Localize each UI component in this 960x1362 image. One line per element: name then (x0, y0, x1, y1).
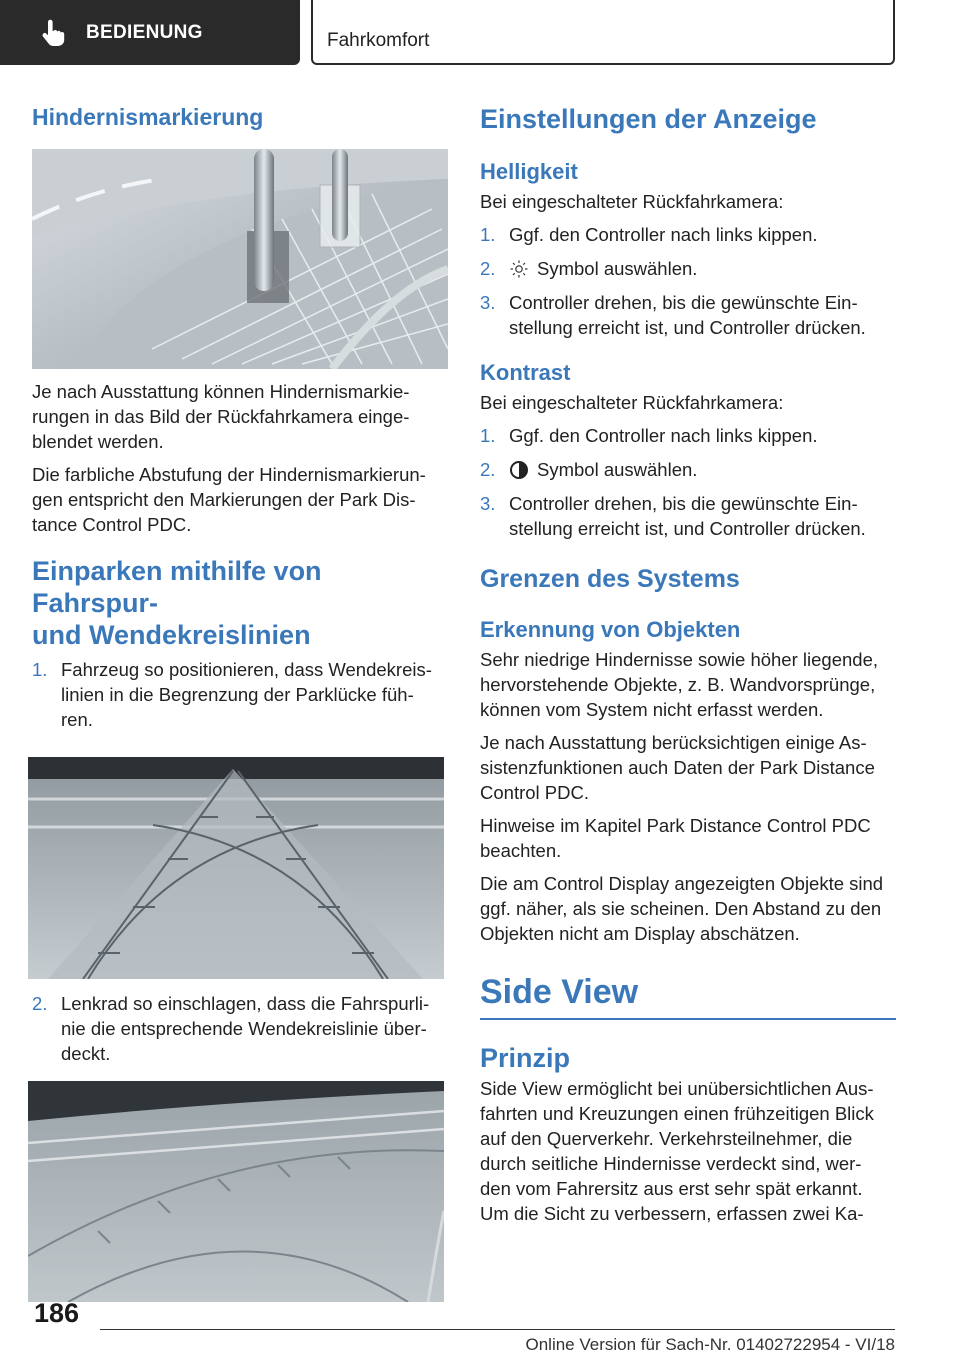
detection-paragraph-3: Hinweise im Kapitel Park Distance Control PDC beachten. (480, 815, 871, 861)
sun-icon (509, 259, 529, 279)
online-version-note: Online Version für Sach-Nr. 01402722954 - VI/18 (525, 1335, 895, 1354)
contrast-icon (509, 460, 529, 480)
hand-pointer-icon (40, 19, 66, 47)
list-item: 2. Lenkrad so einschlagen, dass die Fahrspurli- nie die entsprechende Wendekreislinie über- deckt. (32, 993, 430, 1064)
list-item: 3. Controller drehen, bis die gewünschte Ein- stellung erreicht ist, und Controller drücken. (480, 493, 866, 539)
list-item: 1. Fahrzeug so positionieren, dass Wendekreis- linien in die Begrenzung der Parklücke füh- ren. (32, 659, 432, 730)
list-item: 3. Controller drehen, bis die gewünschte Ein- stellung erreicht ist, und Controller drücken. (480, 292, 866, 338)
section-label: BEDIENUNG (86, 21, 203, 43)
heading-side-view: Side View (480, 973, 639, 1011)
list-item: 1. Ggf. den Controller nach links kippen. (480, 425, 818, 446)
detection-paragraph-1: Sehr niedrige Hindernisse sowie höher liegende, hervorstehende Objekte, z. B. Wandvorsprünge, können vom System nicht erfasst werden. (480, 649, 878, 720)
heading-parking-lines: Einparken mithilfe von Fahrspur- und Wendekreislinien (32, 556, 322, 650)
brightness-steps (480, 222, 896, 340)
brightness-intro: Bei eingeschalteter Rückfahrkamera: (480, 191, 784, 212)
obstacle-paragraph-1: Je nach Ausstattung können Hindernismarkie- rungen in das Bild der Rückfahrkamera einge- blendet werden. (32, 381, 410, 452)
contrast-intro: Bei eingeschalteter Rückfahrkamera: (480, 392, 784, 413)
page-number: 186 (34, 1298, 80, 1328)
heading-brightness: Helligkeit (480, 159, 578, 184)
heading-contrast: Kontrast (480, 360, 571, 385)
chapter-tab (311, 0, 895, 65)
parking-steps-2 (32, 991, 448, 1066)
heading-system-limits: Grenzen des Systems (480, 565, 740, 593)
list-item: 2. Symbol auswählen. (480, 258, 698, 279)
obstacle-paragraph-2: Die farbliche Abstufung der Hindernismarkierun- gen entspricht den Markierungen der Park Dis- tance Control PDC. (32, 464, 426, 535)
section-tab (0, 0, 300, 65)
list-item: 2. Symbol auswählen. (480, 459, 698, 480)
heading-obstacle-marking: Hindernismarkierung (32, 104, 264, 130)
lane-line-overlay-image (28, 1081, 444, 1302)
contrast-steps (480, 423, 896, 541)
chapter-label: Fahrkomfort (327, 30, 430, 51)
obstacle-marking-image (32, 149, 448, 369)
left-column (32, 100, 448, 1302)
parking-steps-1 (32, 657, 448, 732)
turning-circle-lines-image (28, 757, 444, 979)
right-column (480, 100, 896, 1226)
list-item: 1. Ggf. den Controller nach links kippen. (480, 224, 818, 245)
footer-rule (100, 1329, 895, 1330)
detection-paragraph-4: Die am Control Display angezeigten Objekte sind ggf. näher, als sie scheinen. Den Abstand zu den Objekten nicht am Display abschätzen. (480, 873, 884, 944)
detection-paragraph-2: Je nach Ausstattung berücksichtigen einige As- sistenzfunktionen auch Daten der Park Distance Control PDC. (480, 732, 875, 803)
heading-object-detection: Erkennung von Objekten (480, 617, 741, 642)
heading-principle: Prinzip (480, 1043, 571, 1073)
side-view-rule (480, 1018, 896, 1020)
heading-display-settings: Einstellungen der Anzeige (480, 104, 817, 134)
principle-paragraph: Side View ermöglicht bei unübersichtlichen Aus- fahrten und Kreuzungen einen frühzeitigen Blick auf den Querverkehr. Verkehrsteilnehmer, die durch seitliche Hindernisse verdeckt sind, wer- den vom Fahrersitz aus erst sehr spät erkannt. Um die Sicht zu verbessern, erfassen zwei Ka- (480, 1078, 874, 1224)
